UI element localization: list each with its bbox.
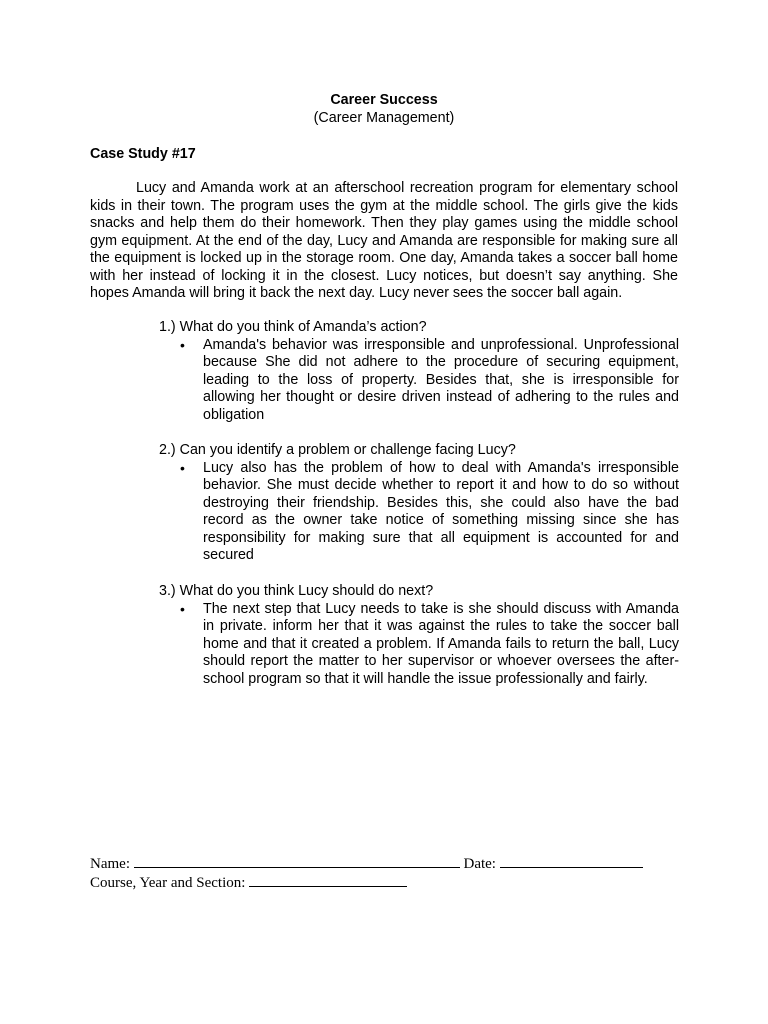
answer-1 xyxy=(159,337,679,425)
answer-list-3 xyxy=(159,601,679,689)
question-1: 1.) What do you think of Amanda’s action? xyxy=(159,319,427,335)
date-label: Date: xyxy=(463,856,496,872)
course-label: Course, Year and Section: xyxy=(90,875,246,891)
answer-3 xyxy=(159,601,679,689)
answer-3-text: The next step that Lucy needs to take is she should discuss with Amanda in private. inform her that it was against the rules to take the soccer ball home and that it created a problem. If Amanda fails to return the ball, Lucy should report the matter to her supervisor or whoever oversees the after-school program so that it will handle the issue professionally and fairly. xyxy=(203,600,679,687)
bullet-icon: • xyxy=(180,336,185,353)
question-block-3 xyxy=(159,583,679,688)
bullet-icon: • xyxy=(180,600,185,617)
question-block-1 xyxy=(159,319,679,424)
question-block-2 xyxy=(159,442,679,565)
answer-1-text: Amanda's behavior was irresponsible and unprofessional. Unprofessional because She did not adhere to the procedure of securing equipment, leading to the loss of property. Besides that, she is irresponsible for allowing her thought or desire driven instead of adhering to the rules and obligation xyxy=(203,336,679,423)
case-study-intro: Lucy and Amanda work at an afterschool recreation program for elementary school kids in their town. The program uses the gym at the middle school. The girls give the kids snacks and help them do their homework. Then they play games using the middle school gym equipment. At the end of the day, Lucy and Amanda are responsible for making sure all the equipment is locked up in the storage room. One day, Amanda takes a soccer ball home with her instead of locking it in the closest. Lucy notices, but doesn’t say anything. She hopes Amanda will bring it back the next day. Lucy never sees the soccer ball again. xyxy=(90,180,678,301)
date-blank xyxy=(500,854,643,868)
signature-line-name-date xyxy=(90,854,643,873)
course-blank xyxy=(249,873,407,887)
document-title: Career Success xyxy=(330,92,438,108)
bullet-icon: • xyxy=(180,459,185,476)
answer-list-2 xyxy=(159,460,679,565)
question-2: 2.) Can you identify a problem or challenge facing Lucy? xyxy=(159,442,516,458)
document-subtitle: (Career Management) xyxy=(313,110,455,126)
case-study-heading: Case Study #17 xyxy=(90,146,196,162)
name-blank xyxy=(134,854,460,868)
name-label: Name: xyxy=(90,856,130,872)
answer-2-text: Lucy also has the problem of how to deal with Amanda's irresponsible behavior. She must decide whether to report it and how to do so without destroying their friendship. Besides this, she could also have the bad record as the owner take notice of something missing since she has responsibility for making sure that all equipment is accounted for and secured xyxy=(203,459,679,563)
signature-line-course xyxy=(90,873,407,892)
answer-list-1 xyxy=(159,337,679,425)
question-3: 3.) What do you think Lucy should do next? xyxy=(159,583,434,599)
answer-2 xyxy=(159,460,679,565)
